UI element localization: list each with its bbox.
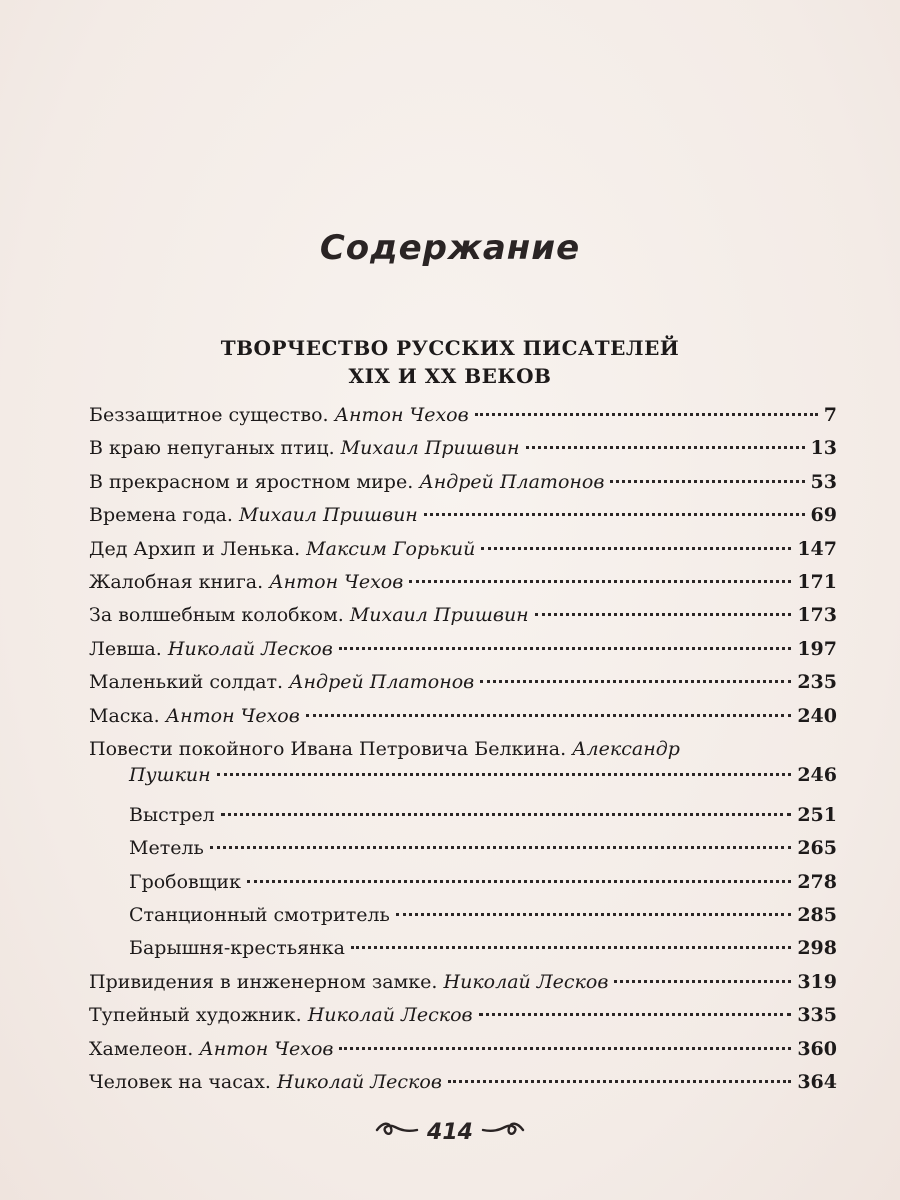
dot-leader [424, 513, 805, 516]
ornament-swirl-left-icon [375, 1118, 419, 1148]
toc-entry-title: Левша. [89, 637, 162, 660]
dot-leader [210, 846, 791, 849]
ornament-swirl-right-icon [481, 1118, 525, 1148]
toc-entry[interactable] [89, 705, 837, 738]
toc-entry-title: Времена года. [89, 504, 233, 527]
toc-entry[interactable] [89, 971, 837, 1004]
toc-entry-author: Михаил Пришвин [349, 604, 529, 627]
toc-entry[interactable] [89, 871, 837, 904]
toc-entry-page: 251 [797, 803, 837, 826]
toc-entry[interactable] [89, 904, 837, 937]
dot-leader [247, 880, 791, 883]
toc-entry[interactable] [89, 837, 837, 870]
dot-leader [396, 913, 791, 916]
toc-entry-title: Выстрел [129, 803, 215, 826]
toc-entry-page: 147 [797, 537, 837, 560]
toc-entry-title: Барышня-крестьянка [129, 937, 345, 960]
toc-entry-page: 13 [810, 437, 837, 460]
toc-entry[interactable] [89, 604, 837, 637]
toc-entry-author: Антон Чехов [334, 404, 469, 426]
dot-leader [306, 714, 792, 717]
toc-entry-page: 240 [797, 704, 837, 727]
toc-entry-title: Метель [129, 837, 204, 860]
toc-entry-title: Тупейный художник. [89, 1004, 302, 1027]
toc-entry-title: Маленький солдат. [89, 671, 284, 694]
toc-entry-author: Николай Лесков [277, 1071, 442, 1094]
toc-entry[interactable] [89, 504, 837, 537]
toc-entry-author: Александр [572, 737, 680, 760]
page-number: 414 [427, 1120, 473, 1145]
toc-entry-author: Андрей Платонов [289, 671, 475, 694]
toc-entry-author: Максим Горький [306, 537, 476, 560]
table-of-contents [89, 404, 837, 1104]
toc-entry-page: 246 [797, 763, 837, 786]
toc-entry-author-continued: Пушкин [129, 763, 211, 786]
toc-entry-page: 335 [797, 1004, 837, 1027]
dot-leader [448, 1080, 791, 1083]
dot-leader [217, 773, 792, 776]
toc-entry[interactable] [89, 1004, 837, 1037]
toc-entry[interactable] [89, 571, 837, 604]
toc-entry-author: Антон Чехов [199, 1037, 334, 1060]
dot-leader [409, 580, 791, 583]
toc-entry-page: 69 [810, 504, 837, 527]
toc-entry[interactable] [89, 404, 837, 437]
toc-entry-author: Николай Лесков [443, 970, 609, 993]
toc-entry[interactable] [89, 937, 837, 970]
toc-entry-page: 7 [823, 404, 837, 426]
toc-entry-title: Повести покойного Ивана Петровича Белкина. [89, 737, 567, 760]
toc-entry-page: 360 [797, 1037, 837, 1060]
toc-entry-page: 197 [797, 637, 837, 660]
dot-leader [221, 813, 792, 816]
dot-leader [481, 547, 791, 550]
dot-leader [339, 647, 792, 650]
page-title: Содержание [319, 228, 581, 268]
toc-entry[interactable] [89, 638, 837, 671]
toc-entry-title: Маска. [89, 704, 160, 727]
toc-entry-title: В прекрасном и яростном мире. [89, 470, 414, 493]
dot-leader [610, 480, 804, 483]
dot-leader [351, 946, 791, 949]
section-heading-line1: ТВОРЧЕСТВО РУССКИХ ПИСАТЕЛЕЙ [220, 336, 680, 360]
dot-leader [526, 446, 805, 449]
page-footer [0, 1118, 900, 1148]
toc-entry-page: 171 [797, 570, 837, 593]
toc-entry[interactable] [89, 437, 837, 470]
dot-leader [475, 413, 818, 416]
toc-entry-author: Антон Чехов [165, 704, 300, 727]
toc-entry[interactable] [89, 1071, 837, 1104]
dot-leader [339, 1047, 791, 1050]
toc-entry-author: Николай Лесков [307, 1004, 473, 1027]
toc-entry-author: Михаил Пришвин [340, 437, 520, 460]
toc-entry-title: Человек на часах. [89, 1071, 271, 1094]
toc-entry-page: 364 [797, 1071, 837, 1094]
dot-leader [480, 680, 791, 683]
section-heading-line2: XIX И XX ВЕКОВ [348, 364, 552, 388]
toc-entry[interactable] [89, 671, 837, 704]
dot-leader [614, 980, 791, 983]
toc-entry[interactable] [89, 538, 837, 571]
toc-entry-title: В краю непуганых птиц. [89, 437, 335, 460]
toc-entry-belkin[interactable] [89, 738, 837, 804]
dot-leader [479, 1013, 792, 1016]
toc-entry-author: Андрей Платонов [419, 470, 605, 493]
toc-entry-page: 173 [797, 604, 837, 627]
toc-entry-page: 298 [797, 937, 837, 960]
toc-entry-title: Станционный смотритель [129, 904, 390, 927]
toc-entry-page: 285 [797, 904, 837, 927]
toc-entry-title: Гробовщик [129, 870, 241, 893]
toc-entry-page: 235 [797, 671, 837, 694]
toc-entry-title: Беззащитное существо. [89, 404, 329, 426]
toc-entry-title: Привидения в инженерном замке. [89, 970, 438, 993]
dot-leader [535, 613, 792, 616]
toc-entry-title: За волшебным колобком. [89, 604, 344, 627]
toc-entry-author: Николай Лесков [167, 637, 333, 660]
toc-entry-page: 278 [797, 870, 837, 893]
toc-entry-page: 319 [797, 970, 837, 993]
toc-entry[interactable] [89, 804, 837, 837]
toc-entry-author: Михаил Пришвин [238, 504, 418, 527]
toc-entry-title: Жалобная книга. [89, 570, 264, 593]
toc-entry-title: Дед Архип и Ленька. [89, 537, 301, 560]
toc-entry-page: 265 [797, 837, 837, 860]
toc-entry-title: Хамелеон. [89, 1037, 194, 1060]
toc-entry-author: Антон Чехов [269, 570, 404, 593]
section-heading [0, 334, 900, 390]
toc-entry[interactable] [89, 471, 837, 504]
bleed-through-text [120, 50, 840, 200]
toc-entry-page: 53 [810, 470, 837, 493]
toc-entry[interactable] [89, 1038, 837, 1071]
